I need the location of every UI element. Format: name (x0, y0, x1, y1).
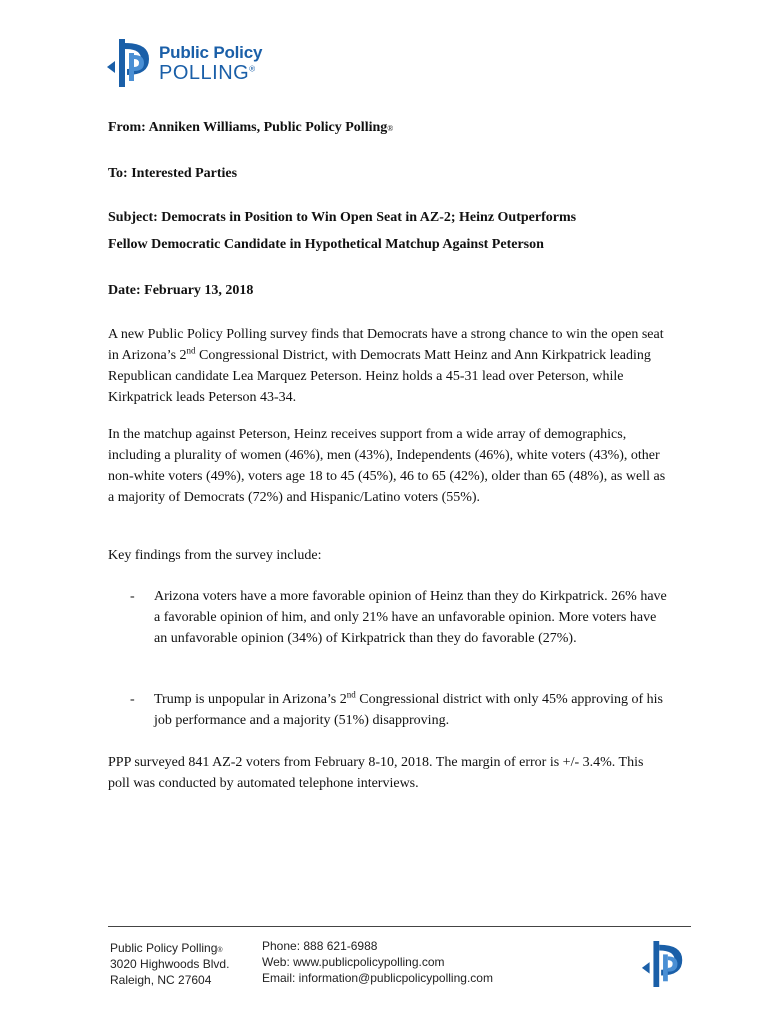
footer-phone: Phone: 888 621-6988 (262, 939, 378, 953)
paragraph-intro (108, 324, 668, 408)
logo-line2: POLLING® (159, 61, 256, 84)
logo-line1: Public Policy (159, 42, 263, 62)
paragraph-intro-sup: nd (186, 345, 196, 356)
footer-org-name: Public Policy Polling (110, 941, 218, 955)
bullet-dash: - (130, 589, 135, 604)
memo-date: Date: February 13, 2018 (108, 283, 254, 298)
footer-address2: Raleigh, NC 27604 (110, 973, 212, 987)
logo-line2-text: POLLING (159, 61, 250, 84)
footer-org-reg: ® (217, 947, 223, 954)
footer-divider (108, 926, 691, 927)
memo-to: To: Interested Parties (108, 166, 238, 181)
memo-subject-line1: Subject: Democrats in Position to Win Open Seat in AZ-2; Heinz Outperforms (108, 210, 577, 225)
bullet-trump (154, 689, 668, 731)
ppp-logo-mark-icon (105, 33, 155, 93)
bullet-trump-a: Trump is unpopular in Arizona’s 2 (154, 692, 347, 707)
paragraph-demographics: In the matchup against Peterson, Heinz receives support from a wide array of demographics, including a plurality of women (46%), men (43%), Independents (46%), white voters (43%), other non-white voters (49%), voters age 18 to 45 (45%), 46 to 65 (42%), older than 65 (48%), as well as a majority of Democrats (72%) and Hispanic/Latino voters (55%). (108, 427, 666, 505)
footer-logo-icon (640, 935, 688, 993)
bullet-dash: - (130, 692, 135, 707)
ppp-logo (105, 33, 262, 93)
bullet-trump-sup: nd (346, 689, 356, 700)
paragraph-key-findings: Key findings from the survey include: (108, 548, 322, 563)
memo-from (108, 120, 393, 136)
memo-subject-line2: Fellow Democratic Candidate in Hypothetical Matchup Against Peterson (108, 237, 544, 252)
paragraph-intro-b: Congressional District, with Democrats Matt Heinz and Ann Kirkpatrick leading Republican candidate Lea Marquez Peterson. Heinz holds a 45-31 lead over Peterson, while Kirkpatrick leads Peterson 43-34. (108, 348, 651, 405)
paragraph-intro-a: A new Public Policy Polling survey finds that Democrats have a strong chance to win the open seat in Arizona’s 2 (108, 327, 664, 363)
list-item (108, 586, 668, 670)
footer-address1: 3020 Highwoods Blvd. (110, 957, 230, 971)
paragraph-methodology: PPP surveyed 841 AZ-2 voters from February 8-10, 2018. The margin of error is +/- 3.4%. This poll was conducted by automated telephone interviews. (108, 755, 644, 791)
memo-from-reg: ® (387, 124, 394, 133)
list-item (108, 689, 668, 731)
footer-web[interactable]: Web: www.publicpolicypolling.com (262, 955, 445, 969)
footer-email[interactable]: Email: information@publicpolicypolling.com (262, 971, 493, 985)
ppp-logo-text (159, 44, 262, 83)
memo-from-text: From: Anniken Williams, Public Policy Polling (108, 120, 388, 135)
bullet-trump-b: Congressional district with only 45% approving of his job performance and a majority (51%) disapproving. (154, 692, 663, 728)
bullet-favorability: Arizona voters have a more favorable opinion of Heinz than they do Kirkpatrick. 26% have a favorable opinion of him, and only 21% have an unfavorable opinion. More voters have an unfavorable opinion (34%) of Kirkpatrick than they do favorable (27%). (154, 589, 667, 646)
